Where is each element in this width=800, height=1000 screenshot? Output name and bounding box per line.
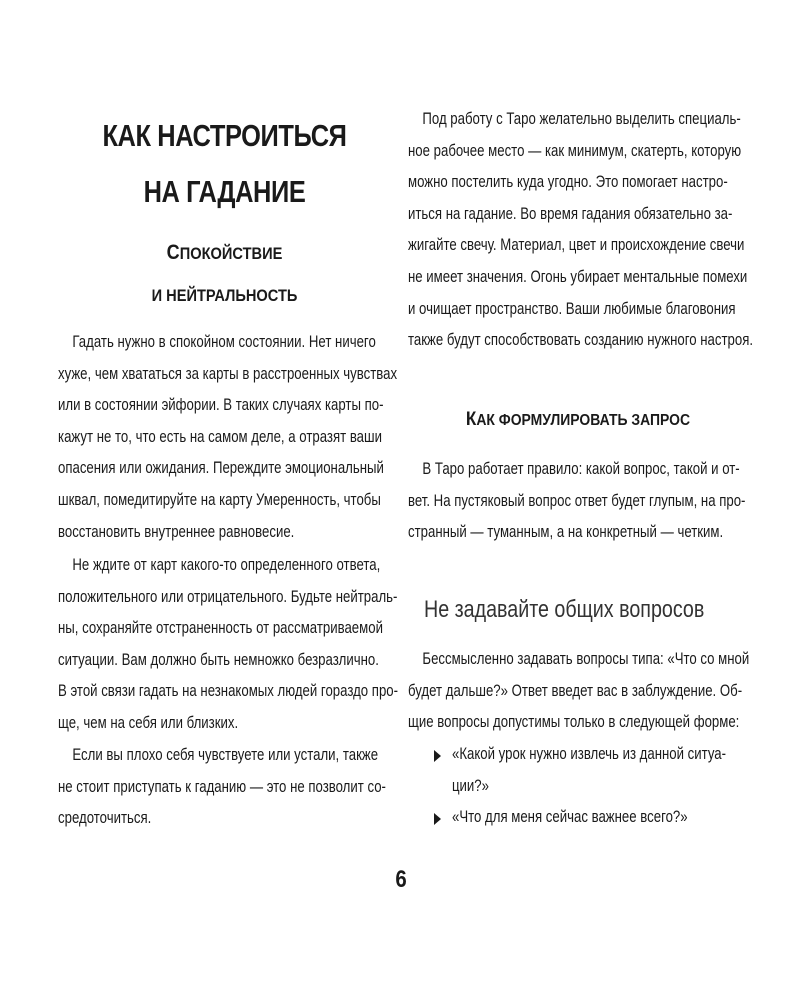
text-line: иться на гадание. Во время гадания обязательно за- xyxy=(408,204,733,223)
bullet-triangle-icon xyxy=(434,750,441,762)
text-line: можно постелить куда угодно. Это помогает настро- xyxy=(408,173,728,192)
text-line: или в состоянии эйфории. В таких случаях карты по- xyxy=(58,396,384,415)
text-line: «Что для меня сейчас важнее всего?» xyxy=(452,808,688,827)
section-title-line-2: И НЕЙТРАЛЬНОСТЬ xyxy=(151,286,298,305)
text-line: Бессмысленно задавать вопросы типа: «Что со мной xyxy=(422,650,750,668)
text-line: вет. На пустяковый вопрос ответ будет глупым, на про- xyxy=(408,491,746,510)
text-line: и очищает пространство. Ваши любимые благовония xyxy=(408,299,736,318)
section-title-query xyxy=(425,400,731,441)
text-line: ное рабочее место — как минимум, скатерть, которую xyxy=(408,141,742,160)
list-item-text xyxy=(452,802,748,834)
left-paragraph-2 xyxy=(58,550,399,740)
text-line: ции?» xyxy=(452,776,489,795)
chapter-title xyxy=(88,108,361,220)
text-line: положительного или отрицательного. Будьте нейтраль- xyxy=(58,587,398,606)
text-line: восстановить внутреннее равновесие. xyxy=(58,522,295,541)
text-line: «Какой урок нужно извлечь из данной ситуа- xyxy=(452,745,727,763)
chapter-title-line-1: КАК НАСТРОИТЬСЯ xyxy=(102,118,347,153)
section-title-calm xyxy=(81,232,367,317)
text-line: Гадать нужно в спокойном состоянии. Нет ничего xyxy=(72,333,376,351)
page-number: 6 xyxy=(395,866,407,893)
text-line: не стоит приступать к гаданию — это не позволит со- xyxy=(58,777,386,796)
text-line: ще, чем на себя или близких. xyxy=(58,713,239,732)
text-line: не имеет значения. Огонь убирает ментальные помехи xyxy=(408,267,748,286)
text-line: хуже, чем хвататься за карты в расстроенных чувствах xyxy=(58,364,398,383)
section-title-rest: ПОКОЙСТВИЕ xyxy=(179,244,283,263)
section-title-rest: АК ФОРМУЛИРОВАТЬ ЗАПРОС xyxy=(476,412,691,429)
section-title-cap: С xyxy=(166,241,180,264)
text-line: Если вы плохо себя чувствуете или устали, также xyxy=(72,746,379,764)
text-line: ны, сохраняйте отстраненность от рассматриваемой xyxy=(58,619,383,638)
text-line: кажут не то, что есть на самом деле, а отразят ваши xyxy=(58,427,382,446)
section-title-cap: К xyxy=(465,409,477,430)
subsection-title-general-questions: Не задавайте общих вопросов xyxy=(424,596,705,623)
text-line: Не ждите от карт какого-то определенного ответа, xyxy=(72,556,381,574)
list-item xyxy=(408,739,748,802)
text-line: ситуации. Вам должно быть немножко безразлично. xyxy=(58,650,379,669)
right-paragraph-1 xyxy=(408,104,754,357)
left-paragraph-3 xyxy=(58,740,391,835)
section-title-line-1 xyxy=(81,232,367,275)
text-line: щие вопросы допустимы только в следующей форме: xyxy=(408,713,740,732)
right-paragraph-2 xyxy=(408,454,748,549)
text-line: жигайте свечу. Материал, цвет и происхождение свечи xyxy=(408,236,745,255)
text-line: будет дальше?» Ответ введет вас в заблуждение. Об- xyxy=(408,681,743,700)
text-line: В Таро работает правило: какой вопрос, такой и от- xyxy=(422,460,740,478)
question-list xyxy=(408,739,748,834)
left-paragraph-1 xyxy=(58,327,398,548)
bullet-triangle-icon xyxy=(434,813,441,825)
list-item-text xyxy=(452,739,748,802)
text-line: В этой связи гадать на незнакомых людей гораздо про- xyxy=(58,682,399,701)
text-line: также будут способствовать созданию нужного настроя. xyxy=(408,331,754,350)
chapter-title-line-2: НА ГАДАНИЕ xyxy=(143,174,306,209)
text-line: опасения или ожидания. Переждите эмоциональный xyxy=(58,459,384,478)
text-line: шквал, помедитируйте на карту Умеренность, чтобы xyxy=(58,490,381,509)
text-line: средоточиться. xyxy=(58,809,152,828)
right-paragraph-3 xyxy=(408,644,748,739)
text-line: Под работу с Таро желательно выделить специаль- xyxy=(422,110,741,128)
list-item xyxy=(408,802,748,834)
text-line: странный — туманным, а на конкретный — четким. xyxy=(408,523,724,542)
